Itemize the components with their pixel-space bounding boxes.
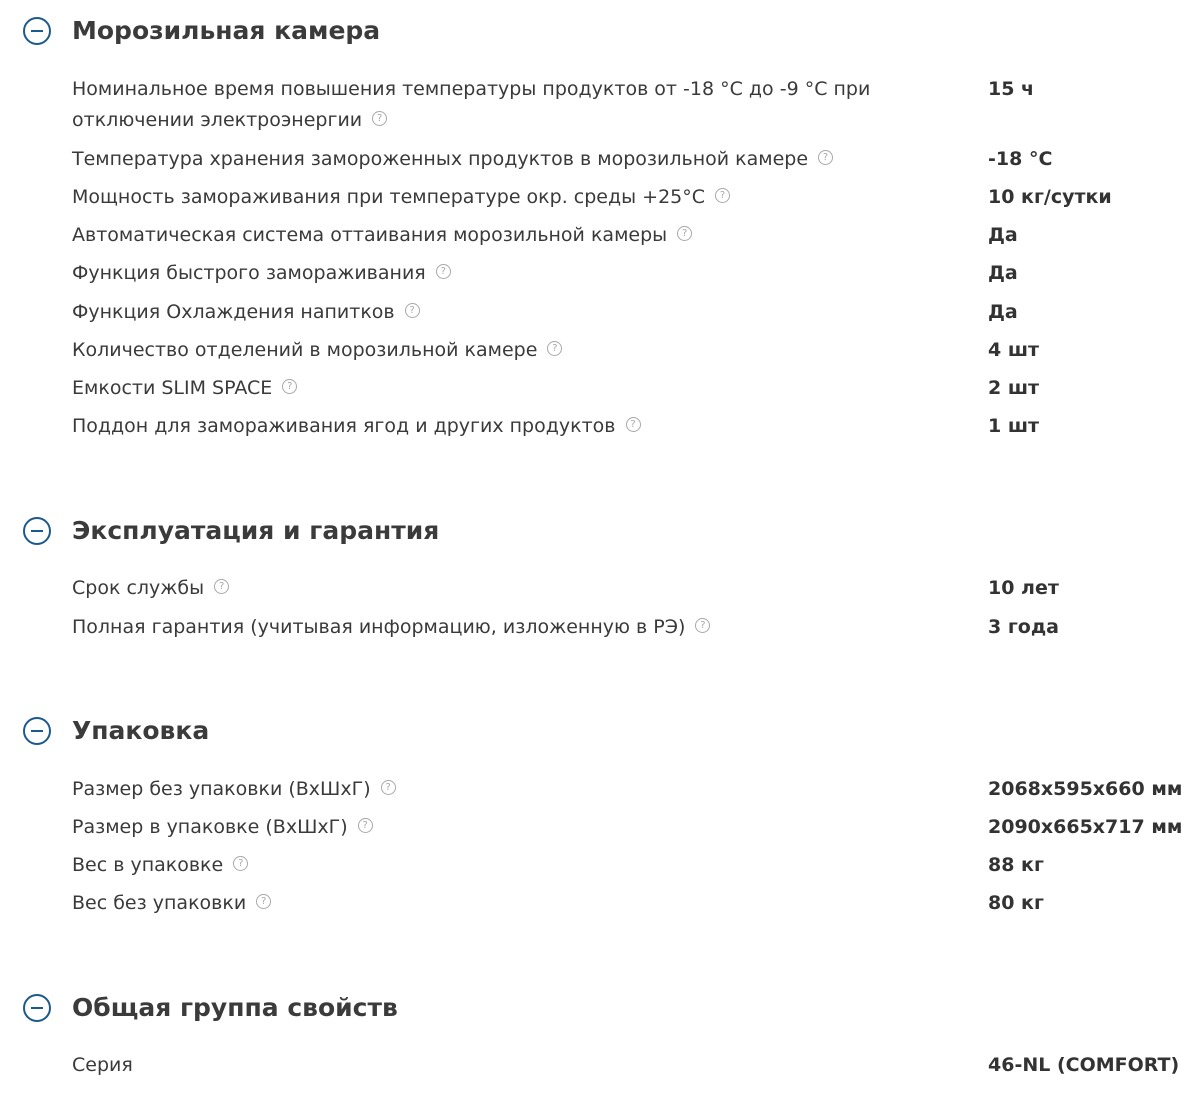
spec-label: Серия: [72, 1054, 133, 1076]
help-icon[interactable]: [405, 303, 420, 318]
spec-value: Да: [988, 224, 1018, 246]
section-title: Морозильная камера: [72, 16, 381, 45]
spec-value: 15 ч: [988, 78, 1035, 100]
spec-value: 2068x595x660 мм: [988, 778, 1183, 800]
spec-label: Полная гарантия (учитывая информацию, изложенную в РЭ)?: [72, 612, 912, 643]
help-icon[interactable]: [715, 188, 730, 203]
help-icon[interactable]: [695, 618, 710, 633]
section-title: Эксплуатация и гарантия: [72, 516, 440, 545]
help-icon[interactable]: [256, 894, 271, 909]
help-icon[interactable]: [358, 818, 373, 833]
spec-label: Емкости SLIM SPACE?: [72, 373, 912, 404]
help-icon[interactable]: [214, 579, 229, 594]
spec-label: Функция Охлаждения напитков?: [72, 297, 912, 328]
spec-label: Размер в упаковке (ВхШхГ)?: [72, 812, 912, 843]
spec-value: 88 кг: [988, 854, 1044, 876]
section-freezer: [0, 14, 1188, 54]
section-title: Общая группа свойств: [72, 993, 398, 1022]
section-header: [0, 714, 1188, 754]
spec-value: 1 шт: [988, 415, 1040, 437]
spec-value: 80 кг: [988, 892, 1044, 914]
collapse-icon[interactable]: [23, 17, 51, 45]
collapse-icon[interactable]: [23, 517, 51, 545]
section-title: Упаковка: [72, 716, 210, 745]
spec-value: Да: [988, 262, 1018, 284]
spec-label: Температура хранения замороженных продуктов в морозильной камере?: [72, 144, 912, 175]
help-icon[interactable]: [282, 379, 297, 394]
help-icon[interactable]: [233, 856, 248, 871]
help-icon[interactable]: [547, 341, 562, 356]
spec-value: Да: [988, 301, 1018, 323]
help-icon[interactable]: [677, 226, 692, 241]
spec-value: 46-NL (COMFORT): [988, 1054, 1180, 1076]
section-packaging: [0, 714, 1188, 754]
spec-value: 2 шт: [988, 377, 1040, 399]
spec-label: Вес в упаковке?: [72, 850, 912, 881]
section-header: [0, 991, 1188, 1031]
spec-label: Срок службы?: [72, 573, 912, 604]
section-header: [0, 14, 1188, 54]
section-warranty: [0, 514, 1188, 554]
help-icon[interactable]: [372, 111, 387, 126]
spec-label: Функция быстрого замораживания?: [72, 258, 912, 289]
spec-label: Номинальное время повышения температуры продуктов от -18 °C до -9 °C при отключении электроэнергии?: [72, 74, 912, 136]
help-icon[interactable]: [818, 150, 833, 165]
spec-label: Вес без упаковки?: [72, 888, 912, 919]
collapse-icon[interactable]: [23, 994, 51, 1022]
help-icon[interactable]: [381, 780, 396, 795]
help-icon[interactable]: [626, 417, 641, 432]
spec-value: 3 года: [988, 616, 1059, 638]
spec-value: 10 кг/сутки: [988, 186, 1112, 208]
spec-value: 2090x665x717 мм: [988, 816, 1183, 838]
spec-label: Мощность замораживания при температуре окр. среды +25°С?: [72, 182, 912, 213]
section-general: [0, 991, 1188, 1031]
help-icon[interactable]: [436, 264, 451, 279]
spec-label: Размер без упаковки (ВхШхГ)?: [72, 774, 912, 805]
collapse-icon[interactable]: [23, 717, 51, 745]
section-header: [0, 514, 1188, 554]
spec-value: 10 лет: [988, 577, 1059, 599]
spec-value: -18 °С: [988, 148, 1053, 170]
spec-label: Количество отделений в морозильной камере?: [72, 335, 912, 366]
spec-label: Поддон для замораживания ягод и других продуктов?: [72, 411, 912, 442]
spec-value: 4 шт: [988, 339, 1040, 361]
spec-label: Автоматическая система оттаивания морозильной камеры?: [72, 220, 912, 251]
